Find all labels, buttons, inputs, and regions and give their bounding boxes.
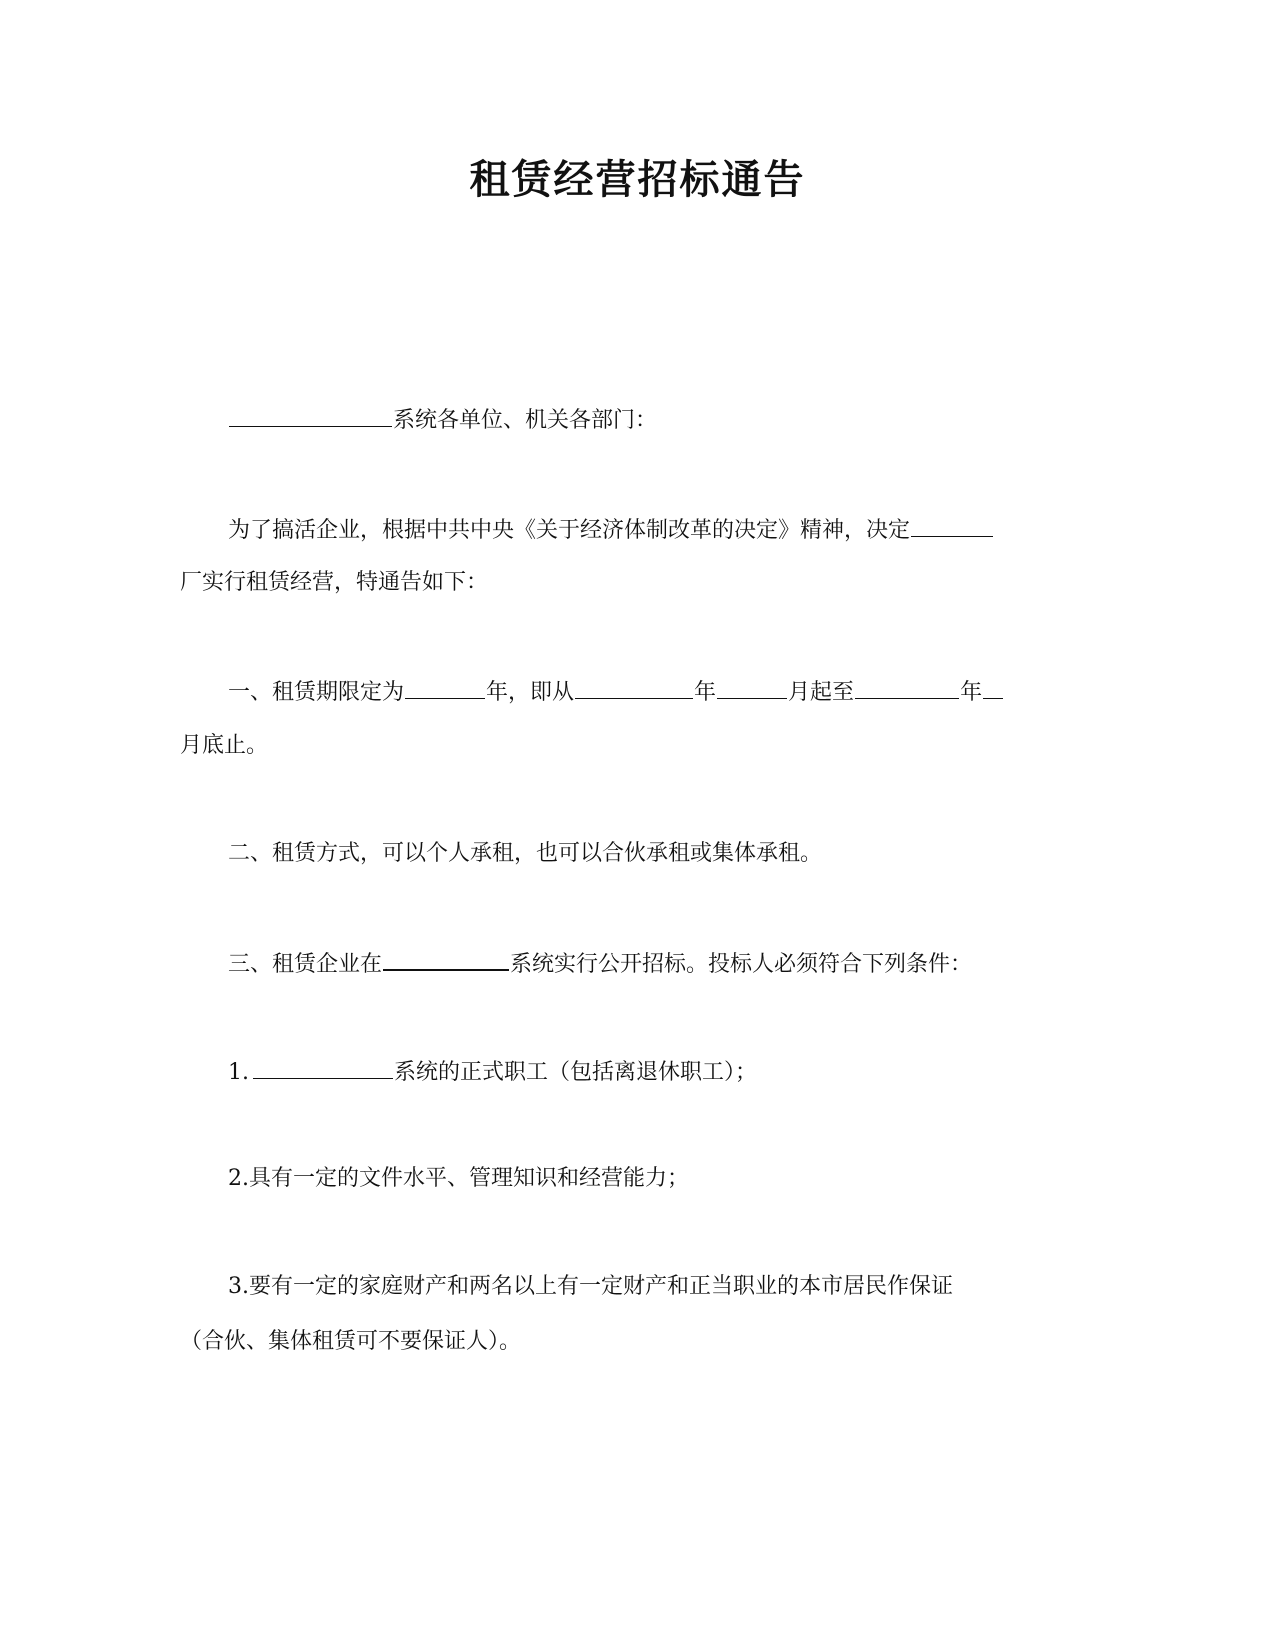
item-1-text: 一、租赁期限定为 [228,680,405,705]
blank-field [229,404,392,427]
intro-line-2 [180,568,488,598]
intro-line-1 [228,514,994,546]
item-3 [228,947,972,980]
item-1-text-2: 月底止。 [180,733,269,758]
item-2-text: 二、租赁方式，可以个人承租，也可以合伙承租或集体承租。 [228,841,823,866]
document-title: 租赁经营招标通告 [469,157,806,203]
condition-2-text: 2.具有一定的文件水平、管理知识和经营能力； [228,1166,689,1191]
condition-3-line-2 [180,1327,521,1357]
blank-field [383,947,509,971]
condition-3-text-1: 3.要有一定的家庭财产和两名以上有一定财产和正当职业的本市居民作保证 [228,1274,953,1299]
item-1-text: 年 [694,680,717,705]
condition-1-text: 系统的正式职工（包括离退休职工）； [394,1060,758,1085]
salutation [228,404,657,436]
item-1-text: 年 [960,680,983,705]
condition-3-line-1 [228,1272,953,1302]
blank-field [405,676,485,699]
item-1-line-1 [228,676,1004,708]
condition-2 [228,1164,689,1194]
blank-field [253,1056,393,1079]
blank-field [575,676,693,699]
item-1-text: 月起至 [788,680,855,705]
condition-1 [228,1056,757,1088]
blank-field [983,676,1003,699]
intro-text-2: 厂实行租赁经营，特通告如下： [180,570,489,595]
salutation-text: 系统各单位、机关各部门： [393,408,658,433]
item-2 [228,839,822,869]
item-3-text: 三、租赁企业在 [228,952,383,977]
blank-field [855,676,959,699]
item-1-line-2 [180,731,268,761]
condition-1-number: 1. [228,1060,249,1085]
item-1-text: 年，即从 [486,680,575,705]
blank-field [911,514,993,537]
condition-3-text-2: （合伙、集体租赁可不要保证人）。 [180,1329,522,1354]
blank-field [717,676,787,699]
item-3-text: 系统实行公开招标。投标人必须符合下列条件： [510,952,973,977]
intro-text-1: 为了搞活企业，根据中共中央《关于经济体制改革的决定》精神，决定 [228,518,911,543]
